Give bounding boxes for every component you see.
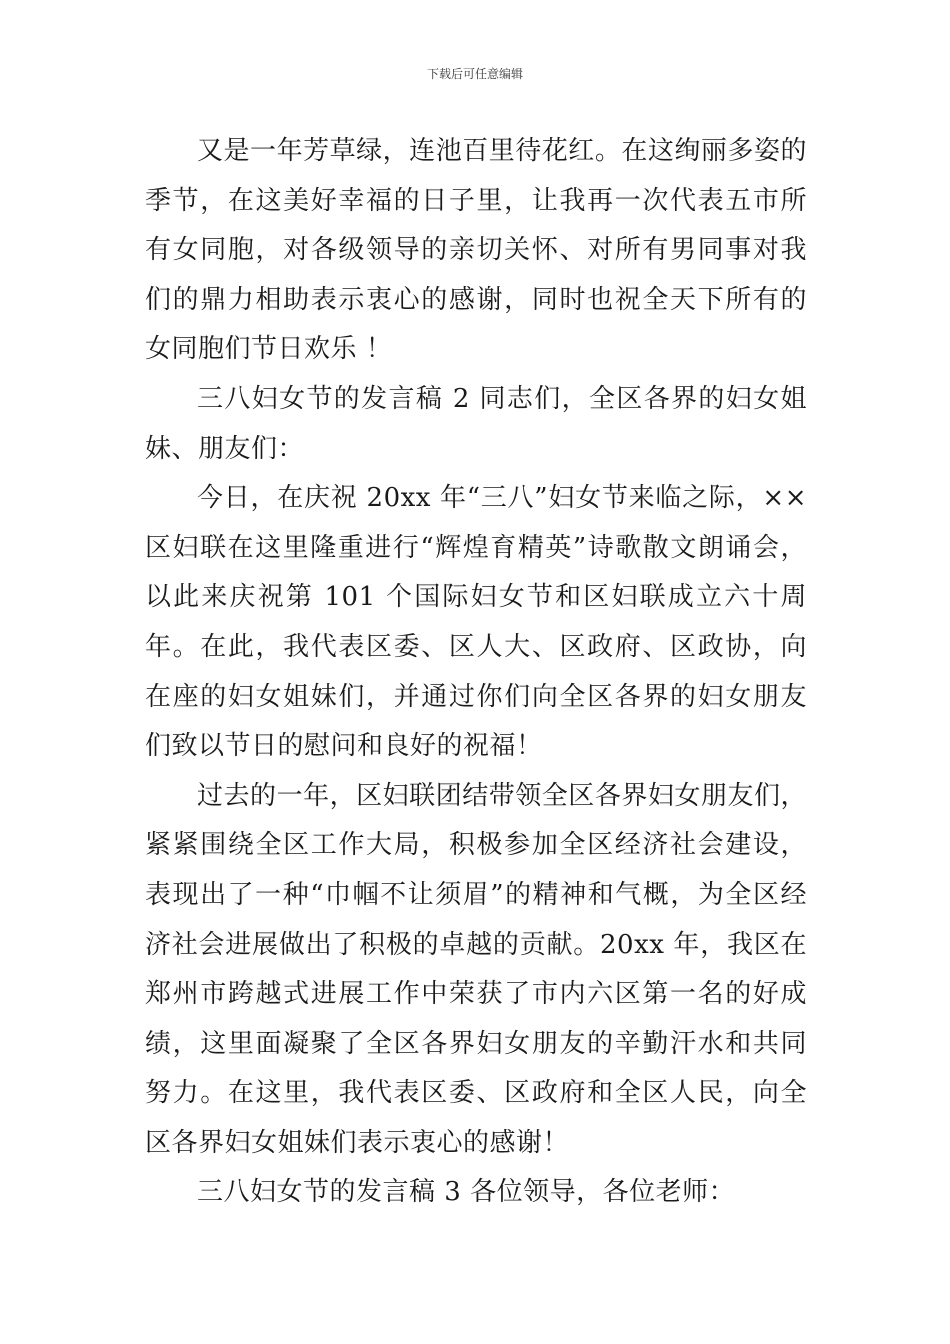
- page-header: 下载后可任意编辑: [426, 67, 523, 81]
- document-body: [145, 127, 807, 1218]
- paragraph-1: 又是一年芳草绿，连池百里待花红。在这绚丽多姿的季节，在这美好幸福的日子里，让我再一次代表五市所有女同胞，对各级领导的亲切关怀、对所有男同事对我们的鼎力相助表示衷心的感谢，同时也祝全天下所有的女同胞们节日欢乐 ！: [145, 136, 807, 365]
- paragraph-4: 过去的一年，区妇联团结带领全区各界妇女朋友们，紧紧围绕全区工作大局，积极参加全区经济社会建设，表现出了一种“巾帼不让须眉”的精神和气概，为全区经济社会进展做出了积极的卓越的贡献。20xx 年，我区在郑州市跨越式进展工作中荣获了市内六区第一名的好成绩，这里面凝聚了全区各界妇女朋友的辛勤汗水和共同努力。在这里，我代表区委、区政府和全区人民，向全区各界妇女姐妹们表示衷心的感谢！: [145, 780, 807, 1158]
- paragraph-2: 三八妇女节的发言稿 2 同志们，全区各界的妇女姐妹、朋友们：: [145, 383, 807, 464]
- paragraph-3: 今日，在庆祝 20xx 年“三八”妇女节来临之际，××区妇联在这里隆重进行“辉煌育精英”诗歌散文朗诵会，以此来庆祝第 101 个国际妇女节和区妇联成立六十周年。在此，我代表区委、区人大、区政府、区政协，向在座的妇女姐妹们，并通过你们向全区各界的妇女朋友们致以节日的慰问和良好的祝福！: [145, 483, 807, 762]
- paragraph-5: 三八妇女节的发言稿 3 各位领导，各位老师：: [197, 1177, 736, 1208]
